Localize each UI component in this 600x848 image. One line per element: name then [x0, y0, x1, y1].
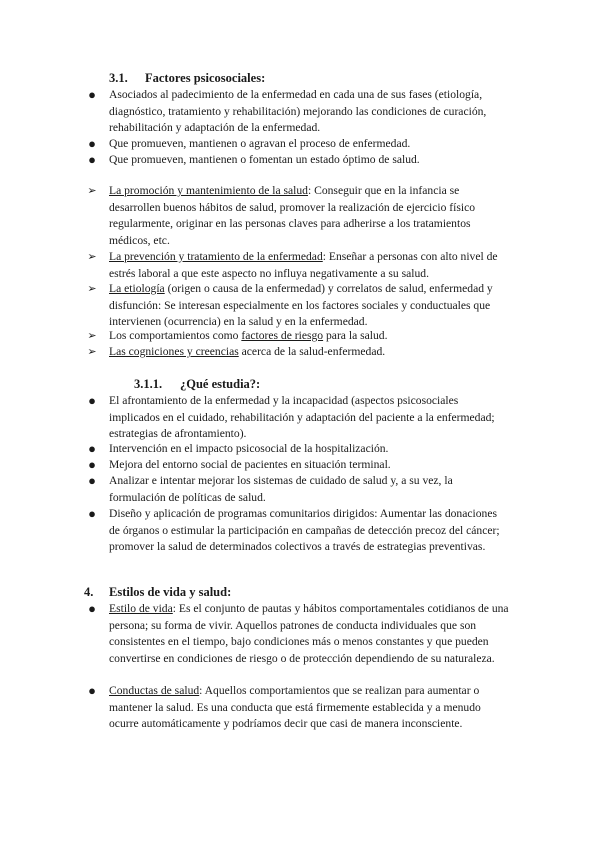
arrow-item: ➢ Los comportamientos como factores de riesgo para la salud. [109, 328, 579, 345]
section-heading-4 [84, 585, 231, 600]
bullet-icon: ● [88, 473, 96, 488]
underlined-term: Estilo de vida [109, 602, 173, 615]
bullet-icon: ● [88, 506, 96, 521]
arrow-bullet-icon: ➢ [87, 251, 97, 263]
bullet-icon: ● [88, 136, 96, 151]
underlined-term: La etiología [109, 282, 165, 295]
arrow-bullet-icon: ➢ [87, 346, 97, 358]
bullet-icon: ● [88, 87, 96, 102]
arrow-item: ➢ La promoción y mantenimiento de la salud: Conseguir que en la infancia se desarrollen buenos hábitos de salud, promover la realización de ejercicio físico regularmente, originar en las personas claves para adherirse a los tratamientos médicos, etc. [109, 183, 579, 250]
underlined-term: La prevención y tratamiento de la enfermedad [109, 250, 323, 263]
bullet-icon: ● [88, 441, 96, 456]
section-title: ¿Qué estudia?: [180, 377, 261, 391]
section-heading-3-1 [109, 71, 265, 86]
list-item: ● Intervención en el impacto psicosocial de la hospitalización. [109, 441, 579, 458]
underlined-term: Las cogniciones y creencias [109, 345, 239, 358]
arrow-bullet-icon: ➢ [87, 330, 97, 342]
arrow-item: ➢ La prevención y tratamiento de la enfermedad: Enseñar a personas con alto nivel de estrés laboral a que este aspecto no influya negativamente a su salud. [109, 249, 579, 282]
bullet-icon: ● [88, 683, 96, 698]
section-heading-3-1-1 [134, 377, 260, 392]
bullet-icon: ● [88, 457, 96, 472]
list-item: ● Mejora del entorno social de pacientes en situación terminal. [109, 457, 579, 474]
section-number: 4. [84, 585, 94, 599]
section-number: 3.1. [109, 71, 128, 85]
list-item: ● Analizar e intentar mejorar los sistemas de cuidado de salud y, a su vez, la formulación de políticas de salud. [109, 473, 579, 506]
bullet-icon: ● [88, 393, 96, 408]
list-item: ● Estilo de vida: Es el conjunto de pautas y hábitos comportamentales cotidianos de una persona; su forma de vivir. Aquellos patrones de conducta individuales que son consistentes en el tiempo, bajo condiciones más o menos constantes y que pueden convertirse en condiciones de riesgo o de protección dependiendo de su naturaleza. [109, 601, 579, 668]
bullet-icon: ● [88, 152, 96, 167]
section-title: Estilos de vida y salud: [109, 585, 232, 599]
list-item: ● Que promueven, mantienen o fomentan un estado óptimo de salud. [109, 152, 579, 169]
underlined-term: La promoción y mantenimiento de la salud [109, 184, 308, 197]
list-item: ● El afrontamiento de la enfermedad y la incapacidad (aspectos psicosociales implicados en el cuidado, rehabilitación y adaptación del paciente a la enfermedad; estrategias de afrontamiento). [109, 393, 579, 443]
arrow-bullet-icon: ➢ [87, 283, 97, 295]
list-item: ● Asociados al padecimiento de la enfermedad en cada una de sus fases (etiología, diagnóstico, tratamiento y rehabilitación) mejorando las condiciones de curación, rehabilitación y adaptación de la enfermedad. [109, 87, 579, 137]
underlined-term: Conductas de salud [109, 684, 200, 697]
bullet-icon: ● [88, 601, 96, 616]
arrow-bullet-icon: ➢ [87, 185, 97, 197]
list-item: ● Diseño y aplicación de programas comunitarios dirigidos: Aumentar las donaciones de órganos o estimular la participación en campañas de detección precoz del cáncer; promover la salud de determinados colectivos a través de estrategias preventivas. [109, 506, 579, 556]
underlined-term: factores de riesgo [241, 329, 324, 342]
section-number: 3.1.1. [134, 377, 163, 391]
section-title: Factores psicosociales: [145, 71, 266, 85]
arrow-item: ➢ La etiología (origen o causa de la enfermedad) y correlatos de salud, enfermedad y disfunción: Se interesan especialmente en los factores sociales y conductuales que intervienen (ocurrencia) en la salud y en la enfermedad. [109, 281, 579, 331]
list-item: ● Que promueven, mantienen o agravan el proceso de enfermedad. [109, 136, 579, 153]
list-item: ● Conductas de salud: Aquellos comportamientos que se realizan para aumentar o mantener la salud. Es una conducta que está firmemente establecida y a menudo ocurre automáticamente y podríamos decir que casi de manera inconsciente. [109, 683, 579, 733]
arrow-item: ➢ Las cogniciones y creencias acerca de la salud-enfermedad. [109, 344, 579, 361]
